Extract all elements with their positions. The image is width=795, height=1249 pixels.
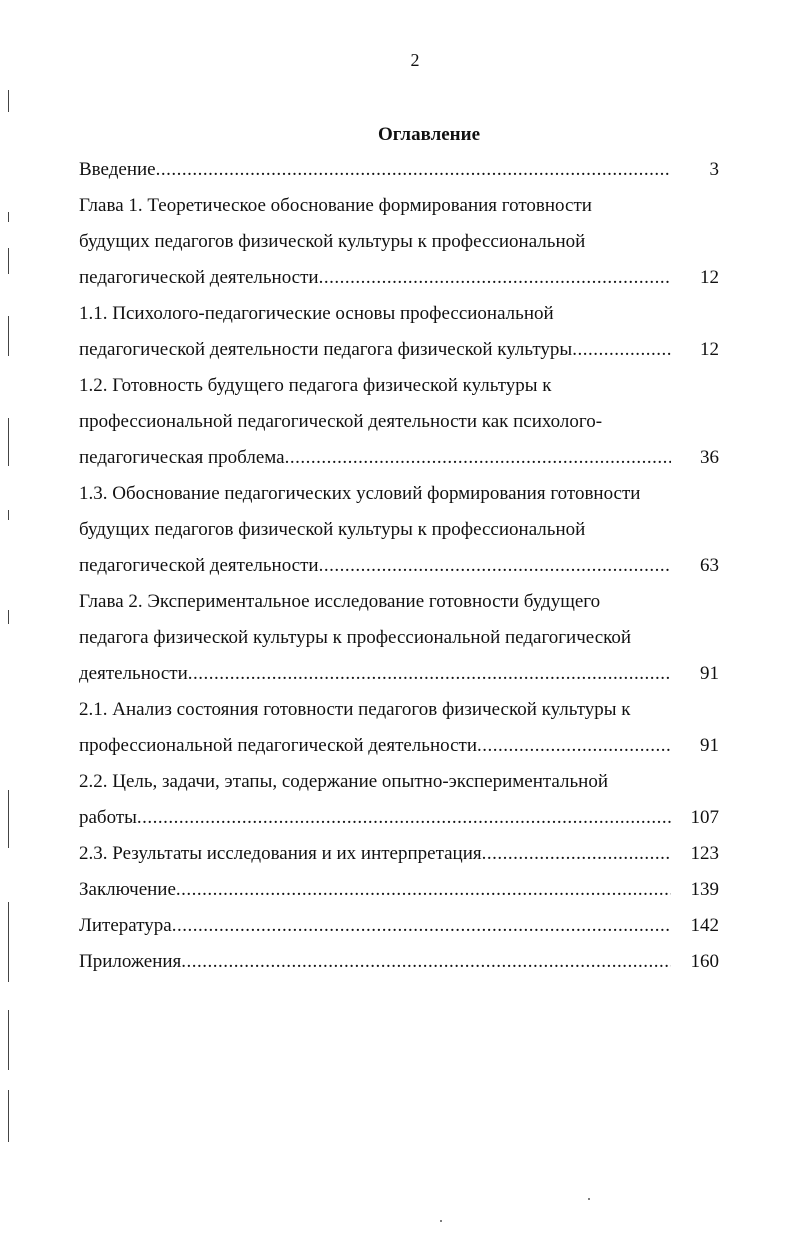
toc-entry[interactable] xyxy=(79,296,719,368)
toc-entry-line: Глава 2. Экспериментальное исследование готовности будущего xyxy=(79,591,601,612)
toc-entry-line: Глава 1. Теоретическое обоснование формирования готовности xyxy=(79,195,592,216)
dot-leader xyxy=(482,836,671,872)
toc-entry-line: 1.3. Обоснование педагогических условий формирования готовности xyxy=(79,483,641,504)
toc-entry-title: работы xyxy=(79,807,137,828)
toc-entry-title: деятельности xyxy=(79,663,188,684)
toc-page-number: 63 xyxy=(700,555,719,576)
toc-entry-leader-line xyxy=(79,260,719,296)
toc-entry[interactable] xyxy=(79,944,719,980)
dot-leader xyxy=(176,872,671,908)
toc-page-number: 12 xyxy=(700,339,719,360)
toc-page-number: 107 xyxy=(690,807,719,828)
toc-entry[interactable] xyxy=(79,152,719,188)
toc-entry[interactable] xyxy=(79,872,719,908)
toc-entry-leader-line xyxy=(79,656,719,692)
toc-page-number: 91 xyxy=(700,735,719,756)
dot-leader xyxy=(181,944,671,980)
dot-leader xyxy=(156,152,671,188)
toc-page-number: 123 xyxy=(690,843,719,864)
toc-entry-leader-line xyxy=(79,440,719,476)
dot-leader xyxy=(172,908,671,944)
toc-entry[interactable] xyxy=(79,476,719,584)
toc-entry-leader-line xyxy=(79,152,719,188)
toc-entry-leader-line xyxy=(79,548,719,584)
toc-entry[interactable] xyxy=(79,368,719,476)
toc-entry-line: педагога физической культуры к профессиональной педагогической xyxy=(79,627,632,648)
scan-speck xyxy=(440,1220,442,1222)
toc-page-number: 160 xyxy=(690,951,719,972)
toc-entry-title: Приложения xyxy=(79,951,182,972)
toc-entry-leader-line xyxy=(79,728,719,764)
toc-entry-leader-line xyxy=(79,908,719,944)
toc-entry-line: будущих педагогов физической культуры к профессиональной xyxy=(79,231,586,252)
toc-entry-leader-line xyxy=(79,836,719,872)
toc-page-number: 139 xyxy=(690,879,719,900)
toc-entry-title: 2.3. Результаты исследования и их интерпретация xyxy=(79,843,482,864)
toc-page-number: 3 xyxy=(709,159,719,180)
toc-entry[interactable] xyxy=(79,908,719,944)
toc-entry-line: 2.1. Анализ состояния готовности педагогов физической культуры к xyxy=(79,699,631,720)
toc-page-number: 91 xyxy=(700,663,719,684)
toc-entry-title: педагогической деятельности xyxy=(79,555,319,576)
dot-leader xyxy=(319,260,671,296)
toc-entry[interactable] xyxy=(79,692,719,764)
toc-entry-title: педагогической деятельности педагога физической культуры xyxy=(79,339,573,360)
toc-entry-leader-line xyxy=(79,872,719,908)
toc-entry-title: педагогической деятельности xyxy=(79,267,319,288)
toc-entry[interactable] xyxy=(79,188,719,296)
toc-entry-title: профессиональной педагогической деятельности xyxy=(79,735,477,756)
toc-entry[interactable] xyxy=(79,584,719,692)
toc-page-number: 12 xyxy=(700,267,719,288)
dot-leader xyxy=(477,728,671,764)
toc-entry-line: 1.1. Психолого-педагогические основы профессиональной xyxy=(79,303,554,324)
dot-leader xyxy=(285,440,671,476)
dot-leader xyxy=(319,548,671,584)
dot-leader xyxy=(188,656,671,692)
toc-entry-leader-line xyxy=(79,944,719,980)
toc-title: Оглавление xyxy=(377,124,481,145)
toc-entry-line: будущих педагогов физической культуры к профессиональной xyxy=(79,519,586,540)
toc-entry-title: педагогическая проблема xyxy=(79,447,285,468)
scan-margin-marks xyxy=(6,90,12,1170)
table-of-contents xyxy=(79,152,719,980)
toc-entry-title: Введение xyxy=(79,159,156,180)
toc-entry[interactable] xyxy=(79,836,719,872)
toc-entry-title: Литература xyxy=(79,915,172,936)
scan-speck xyxy=(588,1198,590,1200)
toc-entry-leader-line xyxy=(79,332,719,368)
toc-page-number: 142 xyxy=(690,915,719,936)
dot-leader xyxy=(137,800,671,836)
toc-entry-leader-line xyxy=(79,800,719,836)
toc-entry-title: Заключение xyxy=(79,879,176,900)
toc-entry[interactable] xyxy=(79,764,719,836)
toc-entry-line: 2.2. Цель, задачи, этапы, содержание опытно-экспериментальной xyxy=(79,771,609,792)
toc-entry-line: 1.2. Готовность будущего педагога физической культуры к xyxy=(79,375,552,396)
toc-page-number: 36 xyxy=(700,447,719,468)
toc-entry-line: профессиональной педагогической деятельности как психолого- xyxy=(79,411,603,432)
dot-leader xyxy=(572,332,671,368)
page-number: 2 xyxy=(410,50,420,70)
